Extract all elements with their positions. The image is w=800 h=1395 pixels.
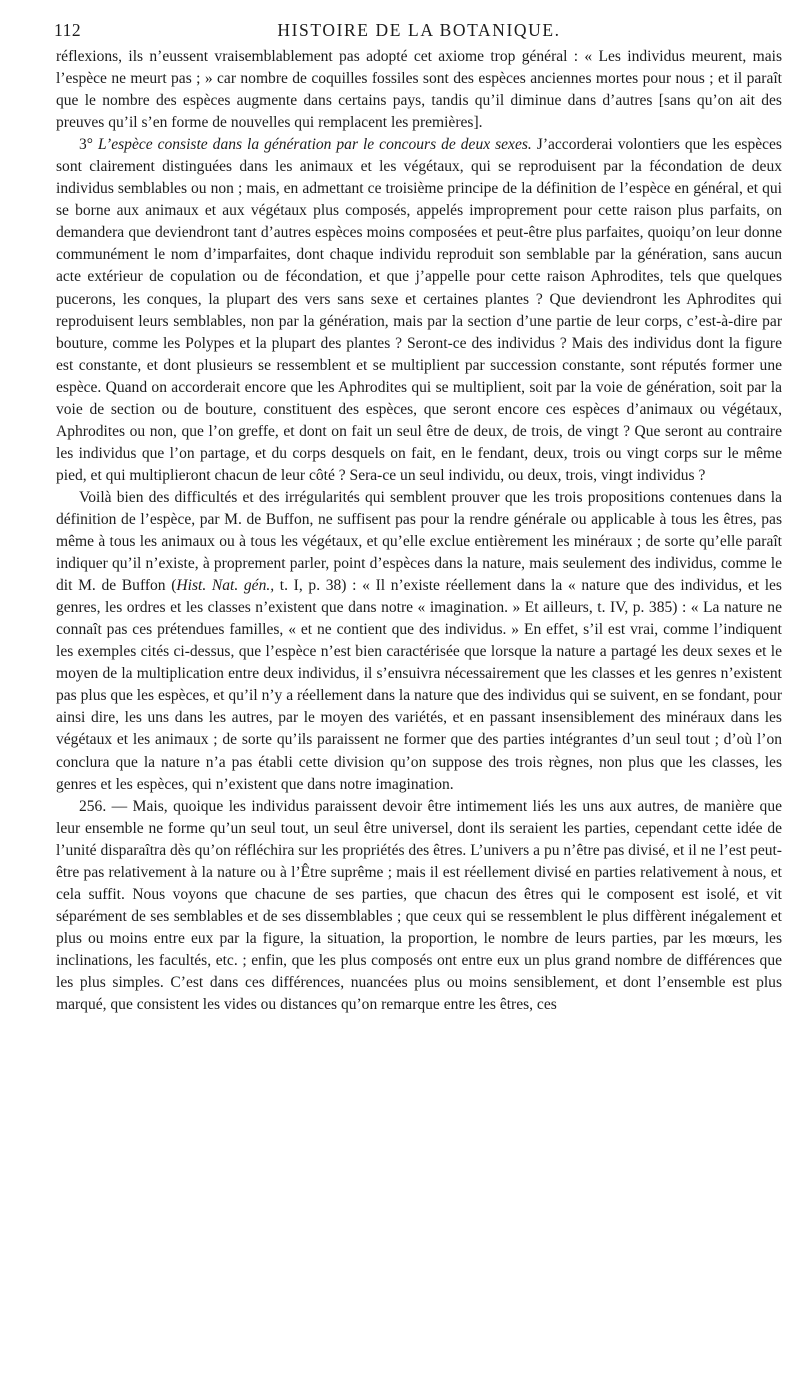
page-number: 112	[54, 20, 82, 40]
paragraph-3-text-end: t. I, p. 38) : « Il n’existe réellement dans la « nature que des individus, et les genres, les ordres et les classes n’existent que dans notre « imagination. » Et ailleurs, t. IV, p. 385) : « La nature ne connaît pas ces prétendues familles, « et ne contient que des individus. » En effet, s’il est vrai, comme l’indiquent les exemples cités ci-dessus, que l’espèce n’est bien caractérisée que lorsque la nature a partagé les deux sexes et le moyen de la multiplication entre deux individus, il s’ensuivra nécessairement que les classes et les genres n’existent pas plus que les espèces, et qu’il n’y a réellement dans la nature que des individus qui se suivent, en se fondant, pour ainsi dire, les uns dans les autres, par le moyen des variétés, et en passant insensiblement des minéraux dans les végétaux et les animaux ; de sorte qu’ils paraissent ne former que des parties intégrantes d’un seul tout ; d’où l’on conclura que la nature n’a pas établi cette division qu’on suppose des trois règnes, non plus que les classes, les genres et les espèces, qui n’existent que dans notre imagination.	[56, 577, 782, 793]
paragraph-2-number: 3°	[79, 136, 98, 154]
paragraph-1: réflexions, ils n’eussent vraisemblablement pas adopté cet axiome trop général : « Les individus meurent, mais l’espèce ne meurt pas ; » car nombre de coquilles fossiles sont des espèces anciennes mortes pour nous ; et il paraît que le nombre des espèces augmente dans certains pays, tandis qu’il diminue dans d’autres [sans qu’on ait des preuves qu’il s’en forme de nouvelles qui remplacent les premières].	[56, 48, 782, 132]
running-head	[56, 20, 782, 46]
paragraph-3-citation: Hist. Nat. gén.,	[176, 577, 275, 595]
book-page	[56, 20, 782, 1016]
paragraph-4: 256. — Mais, quoique les individus paraissent devoir être intimement liés les uns aux autres, de manière que leur ensemble ne forme qu’un seul tout, un seul être universel, dont ils seraient les parties, cependant cette idée de l’unité disparaîtra dès qu’on réfléchira sur les propriétés des êtres. L’univers a pu n’être pas divisé, et il ne l’est peut-être pas relativement à la nature ou à l’Être suprême ; mais il est réellement divisé en parties relativement à nous, et cela suffit. Nous voyons que chacune de ses parties, que chacun des êtres qui le composent est isolé, et vit séparément de ses semblables et de ses dissemblables ; que ceux qui se ressemblent le plus diffèrent inégalement et plus ou moins entre eux par la figure, la situation, la proportion, le nombre de leurs parties, par les mœurs, les inclinations, les facultés, etc. ; enfin, que les plus composés ont entre eux un plus grand nombre de différences que les plus simples. C’est dans ces différences, nuancées plus ou moins sensiblement, et dont l’ensemble est plus marqué, que consistent les vides ou distances qu’on remarque entre les êtres, ces	[56, 797, 782, 1014]
paragraph-3	[56, 487, 782, 796]
running-title: HISTOIRE DE LA BOTANIQUE.	[277, 20, 561, 40]
paragraph-2-text: J’accorderai volontiers que les espèces sont clairement distinguées dans les animaux et les végétaux, qui se reproduisent par la fécondation de deux individus semblables ou non ; mais, en admettant ce troisième principe de la définition de l’espèce en général, et qui se borne aux animaux et aux végétaux plus composés, appelés improprement pour cette raison plus parfaits, on demandera que deviendront tant d’autres espèces moins composées et peut-être plus parfaites, quoiqu’on leur donne communément le nom d’imparfaites, dont chaque individu reproduit son semblable par la génération, sans aucun acte extérieur de copulation ou de fécondation, et que j’appelle pour cette raison Aphrodites, tels que quelques pucerons, les conques, la plupart des vers sans sexe et certaines plantes ? Que deviendront les Aphrodites qui reproduisent leurs semblables, non par la génération, mais par la section d’une partie de leur corps, c’est-à-dire par bouture, comme les Polypes et la plupart des plantes ? Seront-ce des individus ? Mais des individus dont la figure est constante, et dont plusieurs se ressemblent et se multiplient par succession constante, sont réputés former une espèce. Quand on accorderait encore que les Aphrodites qui se multiplient, soit par la voie de génération, soit par la voie de section ou de bouture, constituent des espèces, que seront encore ces espèces d’animaux ou végétaux, Aphrodites ou non, que l’on greffe, et dont on fait un seul être de deux, de trois, de vingt ? Que seront au contraire les individus que l’on partage, et du corps desquels on fait, en le fendant, deux, trois ou vingt corps sur le même pied, et qui multiplieront chacun de leur côté ? Sera-ce un seul individu, ou deux, trois, vingt individus ?	[56, 136, 782, 484]
paragraph-3-text-start: Voilà bien des difficultés et des irrégularités qui semblent prouver que les trois propositions contenues dans la définition de l’espèce, par M. de Buffon, ne suffisent pas pour la rendre générale ou applicable à tous les êtres, pas même à tous les animaux ou à tous les végétaux, et qu’elle exclue entièrement les minéraux ; de sorte qu’elle paraît indiquer qu’il n’existe, à proprement parler, point d’espèces dans la nature, mais seulement des individus, comme le dit M. de Buffon (	[56, 488, 782, 595]
body-text	[56, 46, 782, 1016]
paragraph-2	[56, 134, 782, 487]
paragraph-2-heading: L’espèce consiste dans la génération par le concours de deux sexes.	[97, 136, 532, 154]
